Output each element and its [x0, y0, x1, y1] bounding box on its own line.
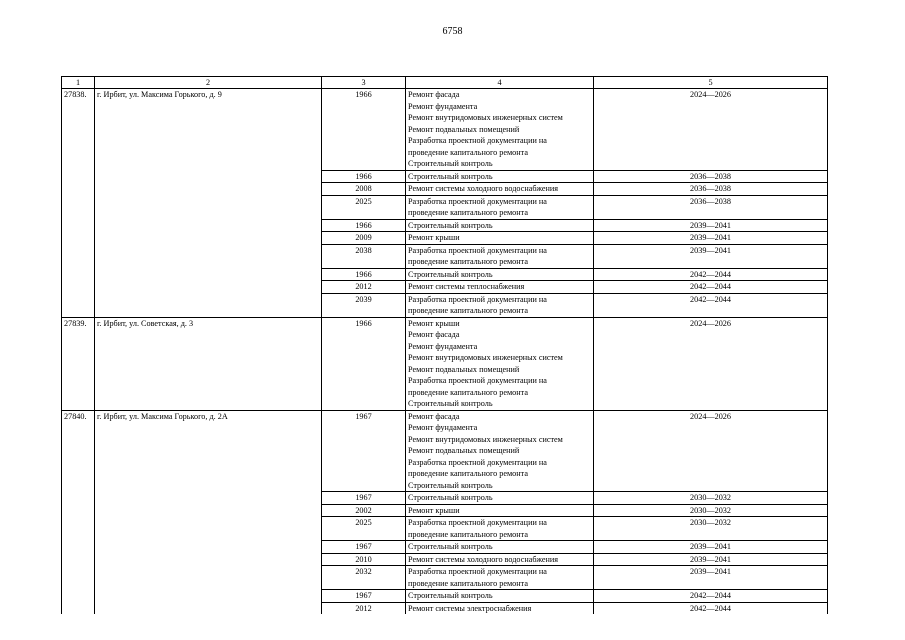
work-item: проведение капитального ремонта: [408, 257, 528, 266]
header-col-1: 1: [62, 77, 95, 89]
work-item: Ремонт внутридомовых инженерных систем: [408, 113, 563, 122]
row-year: 1966: [322, 170, 406, 183]
row-works: [406, 89, 594, 171]
work-item: Строительный контроль: [408, 171, 493, 181]
table-row: [62, 293, 828, 317]
work-item: Строительный контроль: [408, 159, 493, 168]
row-period: 2030—2032: [594, 517, 828, 541]
table-body: [62, 77, 828, 615]
table-row: [62, 517, 828, 541]
row-period: 2036—2038: [594, 183, 828, 196]
work-item: проведение капитального ремонта: [408, 208, 528, 217]
entry-address: [95, 219, 322, 232]
entry-address: г. Ирбит, ул. Советская, д. 3: [95, 317, 322, 410]
row-works: [406, 541, 594, 554]
row-period: 2039—2041: [594, 553, 828, 566]
row-works: [406, 492, 594, 505]
row-period: 2030—2032: [594, 504, 828, 517]
entry-address: [95, 590, 322, 603]
entry-number: [62, 504, 95, 517]
work-item: Ремонт фасада: [408, 411, 460, 421]
row-works: [406, 553, 594, 566]
work-item: Ремонт подвальных помещений: [408, 364, 520, 374]
entry-number: [62, 183, 95, 196]
entry-number: [62, 517, 95, 541]
entry-number: [62, 170, 95, 183]
work-item: проведение капитального ремонта: [408, 529, 528, 539]
row-period: 2024—2026: [594, 317, 828, 410]
row-works: [406, 281, 594, 294]
repair-schedule-table: [61, 76, 828, 614]
table-row: [62, 541, 828, 554]
table-row: [62, 219, 828, 232]
row-works: [406, 183, 594, 196]
entry-address: [95, 170, 322, 183]
work-item: проведение капитального ремонта: [408, 306, 528, 315]
work-item: Строительный контроль: [408, 591, 493, 600]
entry-number: [62, 293, 95, 317]
work-item: Ремонт системы холодного водоснабжения: [408, 554, 559, 564]
table-row: [62, 244, 828, 268]
work-item: проведение капитального ремонта: [408, 469, 528, 478]
row-year: 1966: [322, 219, 406, 232]
row-year: 2012: [322, 602, 406, 614]
table-row: [62, 317, 828, 410]
table-row: [62, 492, 828, 505]
table-row: [62, 89, 828, 171]
work-item: Строительный контроль: [408, 493, 493, 502]
row-works: [406, 244, 594, 268]
table-row: [62, 232, 828, 245]
work-item: Разработка проектной документации на: [408, 518, 547, 527]
entry-address: [95, 183, 322, 196]
row-period: 2036—2038: [594, 170, 828, 183]
row-period: 2042—2044: [594, 590, 828, 603]
work-item: Ремонт крыши: [408, 318, 460, 328]
entry-number: [62, 268, 95, 281]
entry-address: [95, 268, 322, 281]
row-period: 2036—2038: [594, 195, 828, 219]
entry-address: [95, 517, 322, 541]
table-row: [62, 268, 828, 281]
work-item: проведение капитального ремонта: [408, 147, 528, 157]
entry-address: [95, 281, 322, 294]
row-period: 2024—2026: [594, 410, 828, 492]
row-works: [406, 232, 594, 245]
work-item: проведение капитального ремонта: [408, 387, 528, 397]
table-row: [62, 566, 828, 590]
page-number: 6758: [442, 26, 463, 37]
row-works: [406, 219, 594, 232]
entry-address: [95, 541, 322, 554]
row-works: [406, 602, 594, 614]
work-item: Разработка проектной документации на: [408, 196, 547, 206]
entry-address: г. Ирбит, ул. Максима Горького, д. 2А: [95, 410, 322, 492]
entry-address: [95, 232, 322, 245]
entry-number: [62, 232, 95, 245]
work-item: Разработка проектной документации на: [408, 567, 547, 576]
row-period: 2042—2044: [594, 602, 828, 614]
row-period: 2024—2026: [594, 89, 828, 171]
work-item: Строительный контроль: [408, 399, 493, 408]
entry-number: 27839.: [62, 317, 95, 410]
entry-address: [95, 602, 322, 614]
row-year: 2025: [322, 517, 406, 541]
work-item: Разработка проектной документации на: [408, 457, 547, 467]
entry-number: [62, 602, 95, 614]
entry-address: [95, 492, 322, 505]
work-item: Разработка проектной документации на: [408, 376, 547, 385]
row-works: [406, 170, 594, 183]
header-col-3: 3: [322, 77, 406, 89]
row-year: 2002: [322, 504, 406, 517]
row-works: [406, 293, 594, 317]
row-year: 1967: [322, 590, 406, 603]
work-item: Ремонт системы холодного водоснабжения: [408, 184, 559, 193]
work-item: Ремонт подвальных помещений: [408, 446, 520, 455]
entry-address: [95, 566, 322, 590]
row-period: 2042—2044: [594, 293, 828, 317]
work-item: Ремонт фундамента: [408, 101, 478, 111]
entry-number: [62, 553, 95, 566]
table-row: [62, 281, 828, 294]
row-works: [406, 268, 594, 281]
row-year: 2039: [322, 293, 406, 317]
entry-address: [95, 195, 322, 219]
work-item: Ремонт системы электроснабжения: [408, 603, 532, 613]
entry-number: [62, 281, 95, 294]
work-item: Ремонт фундамента: [408, 423, 478, 432]
row-works: [406, 195, 594, 219]
table-row: [62, 553, 828, 566]
entry-number: 27838.: [62, 89, 95, 171]
row-year: 1967: [322, 492, 406, 505]
work-item: Строительный контроль: [408, 542, 493, 551]
entry-address: [95, 293, 322, 317]
entry-number: [62, 492, 95, 505]
row-year: 2025: [322, 195, 406, 219]
row-year: 1966: [322, 268, 406, 281]
row-year: 1967: [322, 410, 406, 492]
row-period: 2039—2041: [594, 566, 828, 590]
work-item: Строительный контроль: [408, 480, 493, 490]
work-item: Разработка проектной документации на: [408, 136, 547, 145]
row-period: 2039—2041: [594, 219, 828, 232]
work-item: Разработка проектной документации на: [408, 245, 547, 255]
entry-number: [62, 590, 95, 603]
row-period: 2039—2041: [594, 244, 828, 268]
table-row: [62, 410, 828, 492]
entry-number: [62, 219, 95, 232]
row-year: 1966: [322, 317, 406, 410]
entry-number: 27840.: [62, 410, 95, 492]
entry-address: [95, 244, 322, 268]
row-year: 1967: [322, 541, 406, 554]
work-item: Ремонт внутридомовых инженерных систем: [408, 353, 563, 362]
work-item: Разработка проектной документации на: [408, 294, 547, 304]
table-row: [62, 504, 828, 517]
row-period: 2039—2041: [594, 232, 828, 245]
work-item: Ремонт фасада: [408, 330, 460, 339]
table-row: [62, 183, 828, 196]
entry-address: [95, 504, 322, 517]
work-item: Ремонт крыши: [408, 505, 460, 515]
row-period: 2039—2041: [594, 541, 828, 554]
row-year: 2038: [322, 244, 406, 268]
entry-number: [62, 244, 95, 268]
work-item: Ремонт системы теплоснабжения: [408, 282, 525, 291]
header-col-4: 4: [406, 77, 594, 89]
row-year: 1966: [322, 89, 406, 171]
row-year: 2032: [322, 566, 406, 590]
row-works: [406, 504, 594, 517]
entry-address: г. Ирбит, ул. Максима Горького, д. 9: [95, 89, 322, 171]
row-period: 2042—2044: [594, 281, 828, 294]
row-works: [406, 317, 594, 410]
table-row: [62, 590, 828, 603]
work-item: Ремонт фасада: [408, 90, 460, 99]
row-works: [406, 410, 594, 492]
work-item: Строительный контроль: [408, 220, 493, 230]
work-item: Ремонт внутридомовых инженерных систем: [408, 434, 563, 444]
table-row: [62, 195, 828, 219]
table-row: [62, 170, 828, 183]
row-period: 2030—2032: [594, 492, 828, 505]
row-works: [406, 590, 594, 603]
row-year: 2012: [322, 281, 406, 294]
row-year: 2008: [322, 183, 406, 196]
work-item: Строительный контроль: [408, 269, 493, 279]
entry-number: [62, 541, 95, 554]
row-works: [406, 517, 594, 541]
work-item: Ремонт фундамента: [408, 341, 478, 351]
entry-number: [62, 195, 95, 219]
entry-number: [62, 566, 95, 590]
table-row: [62, 602, 828, 614]
row-year: 2010: [322, 553, 406, 566]
entry-address: [95, 553, 322, 566]
row-period: 2042—2044: [594, 268, 828, 281]
header-row: [62, 77, 828, 89]
work-item: проведение капитального ремонта: [408, 578, 528, 588]
row-works: [406, 566, 594, 590]
row-year: 2009: [322, 232, 406, 245]
work-item: Ремонт подвальных помещений: [408, 124, 520, 134]
work-item: Ремонт крыши: [408, 233, 460, 242]
header-col-2: 2: [95, 77, 322, 89]
header-col-5: 5: [594, 77, 828, 89]
